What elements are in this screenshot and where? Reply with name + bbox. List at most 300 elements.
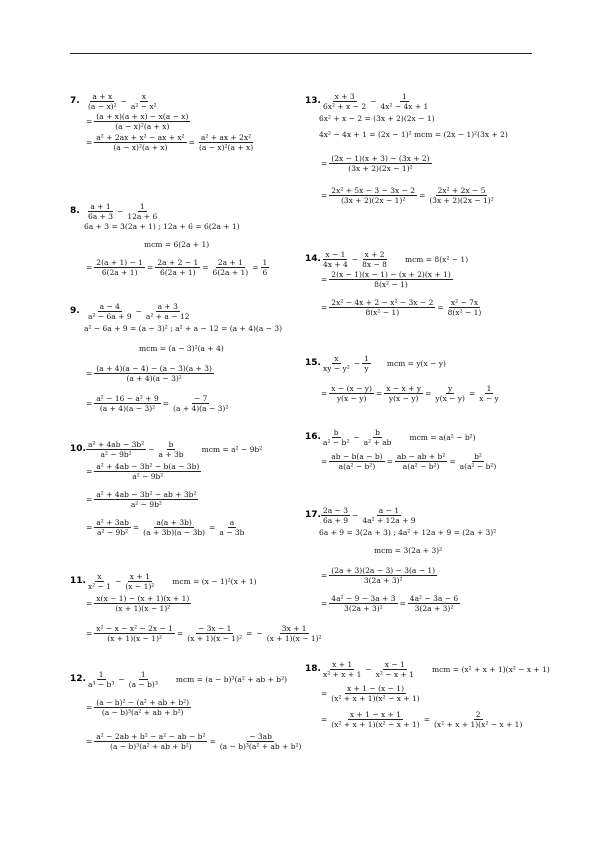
denominator: 3(2a + 3)² xyxy=(344,604,383,613)
operator: = xyxy=(419,190,426,200)
math-step xyxy=(84,490,198,509)
fraction xyxy=(155,258,200,277)
fraction xyxy=(395,452,447,471)
mcm-label: mcm = (x² + x + 1)(x² − x + 1) xyxy=(431,664,550,674)
header-rule xyxy=(70,53,532,54)
denominator: (a − b)³(a² + ab + b²) xyxy=(219,742,302,751)
fraction xyxy=(329,566,437,585)
fraction xyxy=(329,452,384,471)
fraction xyxy=(127,670,160,689)
numerator: a² + 4ab − 3b² xyxy=(88,440,145,449)
denominator: 4x + 4 xyxy=(323,260,348,269)
numerator: x − 1 xyxy=(384,660,405,669)
numerator: a² + 4ab − 3b² − ab + 3b² xyxy=(96,490,197,499)
equals-sign: = xyxy=(86,522,93,532)
denominator: 3(2a + 3)² xyxy=(363,576,403,585)
fraction xyxy=(197,133,255,152)
denominator: (a − x)²(a + x) xyxy=(115,122,170,131)
numerator: 2(x − 1)(x − 1) − (x + 2)(x + 1) xyxy=(331,270,451,279)
denominator: (a + 4)(a − 3)² xyxy=(126,374,182,383)
problem-number: 14. xyxy=(305,254,321,264)
fraction xyxy=(144,302,192,321)
fraction xyxy=(362,354,371,373)
operator: − xyxy=(352,510,359,520)
math-step-text xyxy=(317,114,437,124)
denominator: 6(2a + 1) xyxy=(212,268,249,277)
denominator: (x² + x + 1)(x² − x + 1) xyxy=(331,720,420,729)
math-step xyxy=(84,732,303,751)
denominator: y(x − y) xyxy=(435,394,465,403)
math-step xyxy=(84,394,230,413)
problem-number: 16. xyxy=(305,432,321,442)
math-step-text xyxy=(372,546,444,556)
numerator: a + 3 xyxy=(157,302,178,311)
numerator: x xyxy=(141,92,146,101)
math-step xyxy=(84,258,269,277)
numerator: 2a + 1 xyxy=(217,258,243,267)
numerator: x + 2 xyxy=(364,250,385,259)
fraction xyxy=(86,572,113,591)
math-step xyxy=(321,354,448,373)
equals-sign: = xyxy=(209,522,216,532)
numerator: x + 1 xyxy=(129,572,150,581)
numerator: 4a² − 9 − 3a + 3 xyxy=(331,594,396,603)
fraction xyxy=(321,660,363,679)
problem-number: 10. xyxy=(70,444,86,454)
operator: − xyxy=(117,206,124,216)
denominator: (x + 1)(x − 1)² xyxy=(115,604,171,613)
fraction xyxy=(427,186,495,205)
denominator: (x + 1)(x − 1)² xyxy=(266,634,322,643)
numerator: x + 1 − x + 1 xyxy=(349,710,402,719)
fraction xyxy=(329,710,421,729)
denominator: x² − 1 xyxy=(88,582,112,591)
equals-sign: = xyxy=(449,456,456,466)
fraction xyxy=(384,384,423,403)
denominator: a² − 9b² xyxy=(97,528,129,537)
numerator: 1 xyxy=(140,670,146,679)
fraction xyxy=(360,506,417,525)
fraction xyxy=(329,186,417,205)
denominator: a² + ab xyxy=(363,438,392,447)
numerator: (a − b)² − (a² + ab + b²) xyxy=(96,698,190,707)
math-step xyxy=(321,250,470,269)
denominator: a² − 9b² xyxy=(100,450,132,459)
fraction xyxy=(94,624,175,643)
numerator: a² + ax + 2x² xyxy=(200,133,252,142)
equals-sign: = xyxy=(86,494,93,504)
numerator: 1 xyxy=(98,670,104,679)
denominator: a² − 9b² xyxy=(130,500,162,509)
math-step-text xyxy=(137,344,226,354)
fraction xyxy=(321,428,351,447)
denominator: 12a + 6 xyxy=(127,212,158,221)
fraction xyxy=(329,594,397,613)
denominator: a² − 6a + 9 xyxy=(88,312,132,321)
math-step-text xyxy=(142,240,211,250)
numerator: 2a − 3 xyxy=(323,506,349,515)
numerator: 2 xyxy=(475,710,481,719)
denominator: (3x + 2)(2x − 1)² xyxy=(340,196,406,205)
numerator: 2x² − 4x + 2 − x² − 3x − 2 xyxy=(331,298,434,307)
math-step-text xyxy=(82,222,242,232)
mcm-label: mcm = (a − b)³(a² + ab + b²) xyxy=(175,674,288,684)
denominator: 6(2a + 1) xyxy=(159,268,196,277)
math-step xyxy=(319,594,460,613)
equals-sign: = xyxy=(321,388,328,398)
fraction xyxy=(94,490,198,509)
math-step-text xyxy=(317,130,510,140)
mcm-label: mcm = a² − 9b² xyxy=(201,444,263,454)
equals-sign: = xyxy=(147,262,154,272)
numerator: 1 xyxy=(486,384,492,393)
denominator: a² − 9b² xyxy=(132,472,164,481)
equals-sign: = xyxy=(321,274,328,284)
denominator: a³ − b³ xyxy=(88,680,115,689)
problem-number: 8. xyxy=(70,206,80,216)
numerator: 4a² − 3a − 6 xyxy=(409,594,459,603)
math-step xyxy=(319,710,524,729)
fraction xyxy=(329,270,452,289)
numerator: x + 1 − (x − 1) xyxy=(346,684,404,693)
numerator: a + x xyxy=(92,92,113,101)
operator: − xyxy=(256,628,263,638)
denominator: a(a² − b²) xyxy=(402,462,440,471)
numerator: x + 1 xyxy=(332,660,353,669)
numerator: 3x + 1 xyxy=(281,624,307,633)
operator: − xyxy=(135,306,142,316)
numerator: a(a + 3b) xyxy=(156,518,192,527)
numerator: 1 xyxy=(364,354,369,363)
problem-number: 11. xyxy=(70,576,86,586)
equals-sign: = xyxy=(86,466,93,476)
math-step xyxy=(319,384,501,403)
denominator: (x − 1)² xyxy=(125,582,155,591)
equals-sign: = xyxy=(386,456,393,466)
fraction xyxy=(157,440,186,459)
denominator: (a − x)²(a + x) xyxy=(198,143,254,152)
numerator: (2x − 1)(x + 3) − (3x + 2) xyxy=(331,154,430,163)
denominator: 4x² − 4x + 1 xyxy=(380,102,429,111)
problem-number: 15. xyxy=(305,358,321,368)
numerator: 1 xyxy=(139,202,145,211)
math-step xyxy=(86,440,264,459)
fraction xyxy=(329,298,435,317)
math-step-text xyxy=(317,528,498,538)
numerator: b xyxy=(375,428,380,437)
operator: − xyxy=(353,358,361,368)
math-step xyxy=(319,684,422,703)
math-step xyxy=(86,202,159,221)
numerator: a − 4 xyxy=(99,302,120,311)
math-expression: a² − 6a + 9 = (a − 3)² ; a² + a − 12 = (a + 4)(a − 3) xyxy=(84,324,283,333)
numerator: x² − 7x xyxy=(450,298,479,307)
math-expression: 6a + 3 = 3(2a + 1) ; 12a + 6 = 6(2a + 1) xyxy=(84,222,240,231)
operator: − xyxy=(118,674,125,684)
mcm-label: mcm = y(x − y) xyxy=(386,358,446,368)
equals-sign: = xyxy=(86,137,93,147)
denominator: (x + 1)(x − 1)² xyxy=(187,634,243,643)
denominator: (a + 4)(a − 3)² xyxy=(99,404,156,413)
fraction xyxy=(94,112,190,131)
problem-number: 13. xyxy=(305,96,321,106)
math-step xyxy=(84,133,255,152)
numerator: a² + 3ab xyxy=(96,518,129,527)
numerator: a² + 4ab − 3b² − b(a − 3b) xyxy=(96,462,200,471)
equals-sign: = xyxy=(321,302,328,312)
denominator: (3x + 2)(2x − 1)² xyxy=(348,164,413,173)
denominator: 4a² + 12a + 9 xyxy=(362,516,416,525)
fraction xyxy=(171,394,230,413)
math-step xyxy=(84,518,246,537)
math-expression: mcm = (a − 3)²(a + 4) xyxy=(139,344,224,353)
equals-sign: = xyxy=(86,262,93,272)
math-step-text xyxy=(82,324,284,334)
denominator: y(x − y) xyxy=(336,394,367,403)
fraction xyxy=(360,250,389,269)
equals-sign: = xyxy=(176,628,184,638)
equals-sign: = xyxy=(425,388,432,398)
problem-number: 18. xyxy=(305,664,321,674)
equals-sign: = xyxy=(321,570,328,580)
fraction xyxy=(86,302,134,321)
math-step xyxy=(321,660,552,679)
equals-sign: = xyxy=(86,116,93,126)
operator: = xyxy=(188,137,195,147)
denominator: 3(2a + 3)² xyxy=(414,604,454,613)
problem-number: 12. xyxy=(70,674,86,684)
numerator: ab − b(a − b) xyxy=(331,452,383,461)
fraction xyxy=(86,440,146,459)
denominator: 6(2a + 1) xyxy=(101,268,138,277)
numerator: x xyxy=(97,572,102,581)
equals-sign: = xyxy=(321,456,328,466)
denominator: (a + 3b)(a − 3b) xyxy=(143,528,206,537)
math-step xyxy=(84,594,191,613)
numerator: (2a + 3)(2a − 3) − 3(a − 1) xyxy=(331,566,436,575)
numerator: 2x² + 5x − 3 − 3x − 2 xyxy=(331,186,416,195)
operator: = xyxy=(437,302,444,312)
fraction xyxy=(125,202,159,221)
math-expression: 6x² + x − 2 = (3x + 2)(2x − 1) xyxy=(319,114,435,123)
equals-sign: = xyxy=(86,702,93,712)
problem-number: 7. xyxy=(70,96,80,106)
denominator: (x + 1)(x − 1)² xyxy=(107,634,163,643)
numerator: y xyxy=(448,384,453,393)
numerator: 1 xyxy=(262,258,268,267)
math-step xyxy=(321,428,478,447)
operator: = xyxy=(423,714,430,724)
equals-sign: = xyxy=(246,628,253,638)
denominator: a² − b² xyxy=(323,438,350,447)
problem-number: 9. xyxy=(70,306,80,316)
equals-sign: = xyxy=(86,398,93,408)
math-expression: mcm = 3(2a + 3)² xyxy=(374,546,443,555)
denominator: a² + a − 12 xyxy=(145,312,190,321)
fraction xyxy=(378,92,430,111)
fraction xyxy=(141,518,207,537)
numerator: a² + 2ax + x² − ax + x² xyxy=(96,133,185,142)
numerator: x − 1 xyxy=(325,250,346,259)
fraction xyxy=(321,354,352,373)
fraction xyxy=(433,384,467,403)
fraction xyxy=(94,364,214,383)
numerator: − 3x − 1 xyxy=(197,624,232,633)
equals-sign: = xyxy=(468,388,476,398)
equals-sign: = xyxy=(86,628,93,638)
math-step xyxy=(84,112,190,131)
math-step xyxy=(319,566,437,585)
denominator: 8(x² − 1) xyxy=(374,280,408,289)
denominator: (x² + x + 1)(x² − x + 1) xyxy=(331,694,420,703)
fraction xyxy=(94,732,207,751)
numerator: b² xyxy=(474,452,482,461)
math-step xyxy=(86,572,259,591)
mcm-label: mcm = 8(x² − 1) xyxy=(404,254,469,264)
numerator: − 3ab xyxy=(249,732,272,741)
equals-sign: = xyxy=(321,598,328,608)
denominator: a(a² − b²) xyxy=(338,462,376,471)
denominator: (a − b)³ xyxy=(128,680,158,689)
fraction xyxy=(446,298,484,317)
math-step xyxy=(84,462,201,481)
fraction xyxy=(362,428,394,447)
denominator: a² − x² xyxy=(130,102,157,111)
operator: − xyxy=(120,96,127,106)
fraction xyxy=(94,518,131,537)
denominator: (x² + x + 1)(x² − x + 1) xyxy=(433,720,523,729)
denominator: a + 3b xyxy=(158,450,184,459)
numerator: x² − x − x² − 2x − 1 xyxy=(96,624,173,633)
math-step xyxy=(86,92,159,111)
operator: − xyxy=(115,576,122,586)
fraction xyxy=(329,684,421,703)
equals-sign: = xyxy=(86,598,93,608)
fraction xyxy=(329,154,431,173)
numerator: ab − ab + b² xyxy=(396,452,446,461)
operator: = xyxy=(399,598,406,608)
fraction xyxy=(265,624,324,643)
numerator: x − (x − y) xyxy=(331,384,372,393)
operator: − xyxy=(148,444,155,454)
fraction xyxy=(458,452,499,471)
equals-sign: = xyxy=(252,262,259,272)
numerator: x − x + y xyxy=(386,384,422,393)
denominator: (a − x)²(a + x) xyxy=(113,143,168,152)
numerator: b xyxy=(333,428,339,437)
fraction xyxy=(94,133,186,152)
denominator: (a − x)² xyxy=(88,102,117,111)
mcm-label: mcm = (x − 1)²(x + 1) xyxy=(172,576,257,586)
fraction xyxy=(432,710,524,729)
operator: − xyxy=(370,96,377,106)
math-expression: 4x² − 4x + 1 = (2x − 1)² mcm = (2x − 1)²(3x + 2) xyxy=(319,130,508,139)
denominator: 6a + 9 xyxy=(323,516,349,525)
fraction xyxy=(129,92,159,111)
operator: = xyxy=(162,398,170,408)
fraction xyxy=(94,698,191,717)
math-expression: mcm = 6(2a + 1) xyxy=(144,240,210,249)
denominator: a(a² − b²) xyxy=(459,462,497,471)
denominator: xy − y² xyxy=(323,364,350,373)
denominator: y xyxy=(364,364,369,373)
numerator: 2a + 2 − 1 xyxy=(157,258,199,267)
equals-sign: = xyxy=(321,688,328,698)
numerator: (a + x)(a + x) − x(a − x) xyxy=(96,112,189,121)
mcm-label: mcm = a(a² − b²) xyxy=(409,432,476,442)
fraction xyxy=(218,732,304,751)
fraction xyxy=(185,624,244,643)
fraction xyxy=(86,202,115,221)
denominator: x − y xyxy=(479,394,499,403)
fraction xyxy=(374,660,416,679)
fraction xyxy=(94,462,201,481)
math-step xyxy=(321,506,418,525)
fraction xyxy=(86,92,119,111)
fraction xyxy=(211,258,251,277)
math-step xyxy=(319,298,483,317)
fraction xyxy=(94,594,191,613)
fraction xyxy=(477,384,501,403)
denominator: 6x² + x − 2 xyxy=(323,102,367,111)
fraction xyxy=(408,594,460,613)
math-step xyxy=(319,154,432,173)
equals-sign: = xyxy=(321,190,328,200)
numerator: x + 3 xyxy=(334,92,355,101)
fraction xyxy=(86,670,116,689)
numerator: 2x² + 2x − 5 xyxy=(437,186,486,195)
denominator: y(x − y) xyxy=(388,394,419,403)
denominator: a − 3b xyxy=(219,528,245,537)
math-step xyxy=(321,92,430,111)
fraction xyxy=(261,258,270,277)
math-expression: 6a + 9 = 3(2a + 3) ; 4a² + 12a + 9 = (2a + 3)² xyxy=(319,528,497,537)
denominator: (a + 4)(a − 3)² xyxy=(173,404,229,413)
fraction xyxy=(321,250,350,269)
denominator: 8(x² − 1) xyxy=(365,308,400,317)
math-step xyxy=(84,364,214,383)
numerator: a² − 16 − a² + 9 xyxy=(96,394,159,403)
denominator: (a − b)³(a² + ab + b²) xyxy=(110,742,192,751)
numerator: a² − 2ab + b² − a² − ab − b² xyxy=(96,732,206,741)
numerator: a − 1 xyxy=(378,506,400,515)
numerator: (a + 4)(a − 4) − (a − 3)(a + 3) xyxy=(96,364,212,373)
problem-number: 17. xyxy=(305,510,321,520)
math-step xyxy=(84,698,191,717)
operator: = xyxy=(209,736,216,746)
numerator: − 7 xyxy=(193,394,208,403)
operator: − xyxy=(353,432,360,442)
numerator: x xyxy=(334,354,339,363)
fraction xyxy=(94,394,160,413)
numerator: a xyxy=(229,518,235,527)
fraction xyxy=(321,506,350,525)
math-step xyxy=(319,452,498,471)
equals-sign: = xyxy=(375,388,383,398)
equals-sign: = xyxy=(202,262,209,272)
equals-sign: = xyxy=(132,522,140,532)
operator: − xyxy=(365,664,372,674)
math-step xyxy=(86,302,192,321)
operator: − xyxy=(351,254,359,264)
denominator: x² + x + 1 xyxy=(323,670,362,679)
denominator: 6 xyxy=(262,268,268,277)
fraction xyxy=(94,258,145,277)
fraction xyxy=(123,572,156,591)
denominator: 8x − 8 xyxy=(362,260,387,269)
math-step xyxy=(319,270,453,289)
denominator: 8(x² − 1) xyxy=(447,308,482,317)
